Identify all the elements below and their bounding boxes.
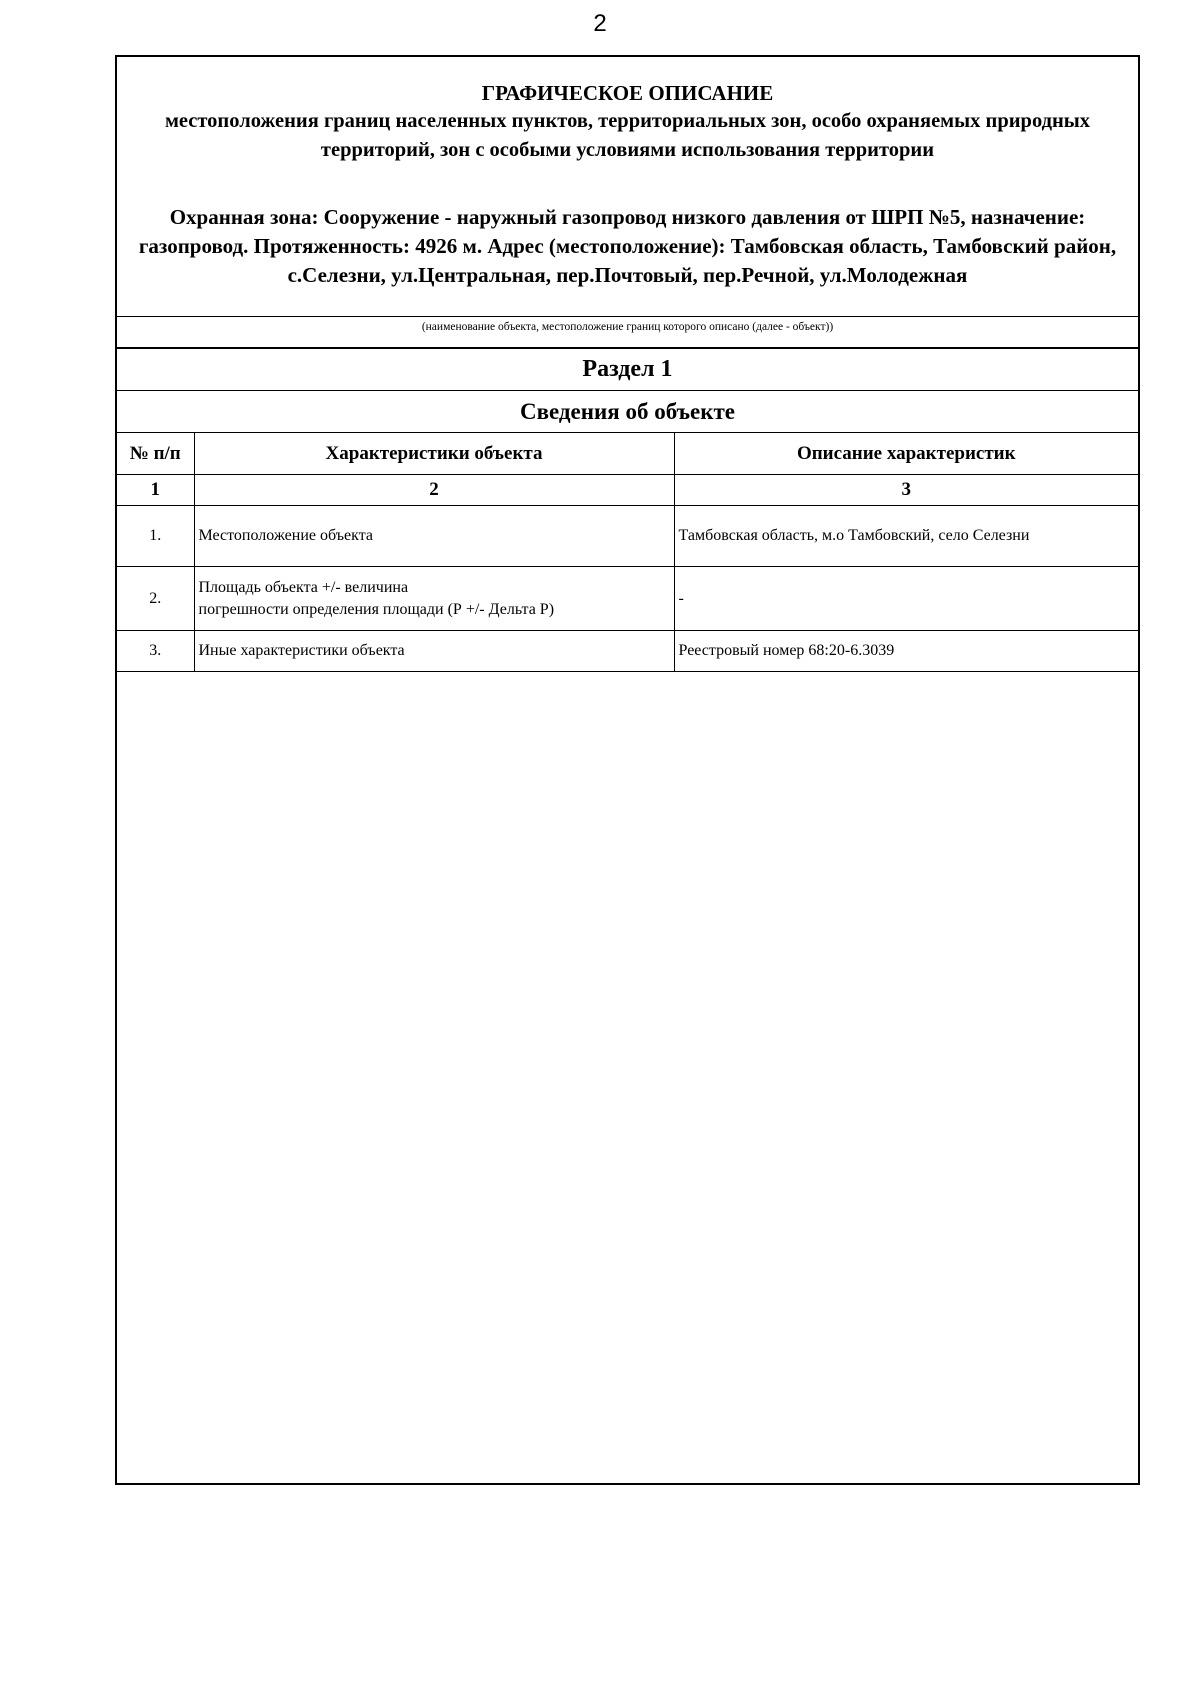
row-characteristic-line: Площадь объекта +/- величина <box>198 578 409 596</box>
row-number: 3. <box>117 631 194 672</box>
document-title: ГРАФИЧЕСКОЕ ОПИСАНИЕ <box>481 81 774 105</box>
column-number-3: 3 <box>674 475 1138 506</box>
document-subtitle: местоположения границ населенных пунктов, территориальных зон, особо охраняемых природных территорий, зон с особыми условиями использования территории <box>164 110 1091 161</box>
table-header-row <box>117 433 1138 475</box>
document-header <box>117 57 1138 317</box>
section-title: Сведения об объекте <box>117 391 1138 433</box>
column-numbers-row <box>117 475 1138 506</box>
header-col-characteristic: Характеристики объекта <box>194 433 674 475</box>
object-name-caption: (наименование объекта, местоположение границ которого описано (далее - объект)) <box>117 317 1138 349</box>
row-characteristic: Иные характеристики объекта <box>194 631 674 672</box>
document-frame <box>115 55 1140 1485</box>
row-characteristic <box>194 567 674 631</box>
column-number-1: 1 <box>117 475 194 506</box>
row-characteristic-line: погрешности определения площади (Р +/- Дельта Р) <box>198 600 555 618</box>
header-col-number: № п/п <box>117 433 194 475</box>
section-label: Раздел 1 <box>117 349 1138 391</box>
row-characteristic: Местоположение объекта <box>194 506 674 567</box>
object-name: Охранная зона: Сооружение - наружный газопровод низкого давления от ШРП №5, назначение: газопровод. Протяженность: 4926 м. Адрес (местоположение): Тамбовская область, Тамбовский район, с.Селезни, ул.Центральная, пер.Почтовый, пер.Речной, ул.Молодежная <box>138 205 1117 287</box>
page-number: 2 <box>593 10 607 37</box>
row-description: - <box>674 567 1138 631</box>
row-description: Тамбовская область, м.о Тамбовский, село Селезни <box>674 506 1138 567</box>
row-number: 1. <box>117 506 194 567</box>
table-row <box>117 631 1138 672</box>
column-number-2: 2 <box>194 475 674 506</box>
table-row <box>117 567 1138 631</box>
table-row <box>117 506 1138 567</box>
row-description: Реестровый номер 68:20-6.3039 <box>674 631 1138 672</box>
header-col-description: Описание характеристик <box>674 433 1138 475</box>
row-number: 2. <box>117 567 194 631</box>
object-info-table <box>117 433 1138 672</box>
